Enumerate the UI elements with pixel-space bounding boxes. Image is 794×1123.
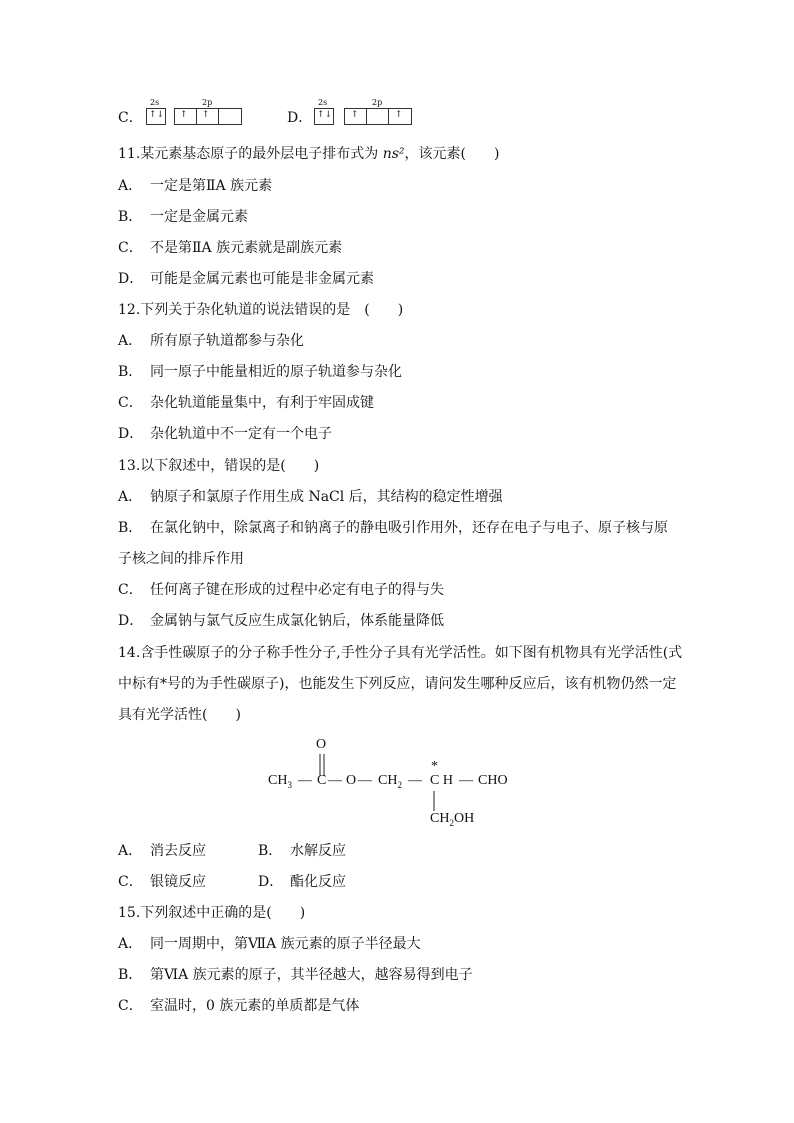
q15-stem: 15.下列叙述中正确的是( ) [118, 905, 306, 921]
group-ch3: $CH_3$ [268, 773, 292, 790]
q14-options-row-1: A． 消去反应 B． 水解反应 [118, 843, 346, 859]
orbital-label-2p: 2p [202, 98, 213, 107]
arrow-up-icon: ↑ [202, 110, 210, 120]
arrow-up-icon: ↑ [395, 110, 403, 120]
arrow-pair-icon: ↑↓ [149, 110, 165, 120]
q11-stem: 11.某元素基态原子的最外层电子排布式为 ns²，该元素( ) [118, 146, 500, 162]
atom-o-ester: O [346, 773, 357, 788]
q11-option-a: A． 一定是第ⅡA 族元素 [118, 178, 273, 194]
orbital-diagram-d [312, 100, 412, 130]
group-ch2oh: $CH_2OH$ [430, 811, 475, 828]
arrow-up-icon: ↑ [351, 110, 359, 120]
bond-dash: — [408, 773, 422, 788]
group-ch: C H [430, 773, 453, 788]
q12-option-a: A． 所有原子轨道都参与杂化 [118, 333, 304, 349]
q14-stem-line-1: 14.含手性碳原子的分子称手性分子,手性分子具有光学活性。如下图有机物具有光学活性(式 [118, 645, 683, 661]
q13-stem: 13.以下叙述中，错误的是( ) [118, 458, 320, 474]
single-bond-vertical [433, 791, 437, 811]
q14-stem-line-3: 具有光学活性( ) [118, 707, 241, 723]
q15-option-c: C． 室温时，0 族元素的单质都是气体 [118, 998, 360, 1014]
orbital-label-2s: 2s [150, 98, 160, 107]
q12-stem: 12.下列关于杂化轨道的说法错误的是 ( ) [118, 302, 404, 318]
bond-dash: — [459, 773, 473, 788]
option-letter: D． [287, 110, 313, 126]
atom-c: C [317, 773, 327, 788]
q12-option-d: D． 杂化轨道中不一定有一个电子 [118, 426, 332, 442]
q12-option-b: B． 同一原子中能量相近的原子轨道参与杂化 [118, 364, 402, 380]
q13-option-a: A． 钠原子和氯原子作用生成 NaCl 后，其结构的稳定性增强 [118, 489, 503, 505]
q15-option-b: B． 第ⅥA 族元素的原子，其半径越大，越容易得到电子 [118, 967, 473, 983]
q13-option-b: B． 在氯化钠中，除氯离子和钠离子的静电吸引作用外，还存在电子与电子、原子核与原 [118, 520, 668, 536]
group-cho: CHO [478, 773, 508, 788]
atom-o-carbonyl: O [316, 737, 327, 752]
q13-option-c: C． 任何离子键在形成的过程中必定有电子的得与失 [118, 582, 444, 598]
q13-option-d: D． 金属钠与氯气反应生成氯化钠后，体系能量降低 [118, 613, 444, 629]
q12-option-c: C． 杂化轨道能量集中，有利于牢固成键 [118, 395, 374, 411]
chiral-star: * [431, 759, 438, 774]
q14-options-row-2: C． 银镜反应 D． 酯化反应 [118, 874, 346, 890]
q14-stem-line-2: 中标有*号的为手性碳原子)，也能发生下列反应，请问发生哪种反应后，该有机物仍然一定 [118, 676, 677, 692]
bond-dash: — [358, 773, 372, 788]
q11-option-b: B． 一定是金属元素 [118, 209, 248, 225]
q11-option-d: D． 可能是金属元素也可能是非金属元素 [118, 271, 374, 287]
q13-option-b-continued: 子核之间的排斥作用 [118, 551, 244, 567]
q11-option-c: C． 不是第ⅡA 族元素就是副族元素 [118, 240, 343, 256]
bond-dash: — [298, 773, 312, 788]
structural-formula [268, 735, 528, 835]
group-ch2: $CH_2$ [378, 773, 402, 790]
q15-option-a: A． 同一周期中，第ⅦA 族元素的原子半径最大 [118, 936, 421, 952]
electron-config: ns² [382, 146, 405, 162]
option-letter: C． [118, 110, 143, 126]
orbital-label-2p: 2p [372, 98, 383, 107]
orbital-diagram-c [144, 100, 244, 130]
arrow-pair-icon: ↑↓ [317, 110, 333, 120]
q10-option-c [118, 108, 143, 128]
q10-option-d [287, 108, 312, 128]
orbital-label-2s: 2s [318, 98, 328, 107]
arrow-up-icon: ↑ [180, 110, 188, 120]
bond-dash: — [328, 773, 342, 788]
